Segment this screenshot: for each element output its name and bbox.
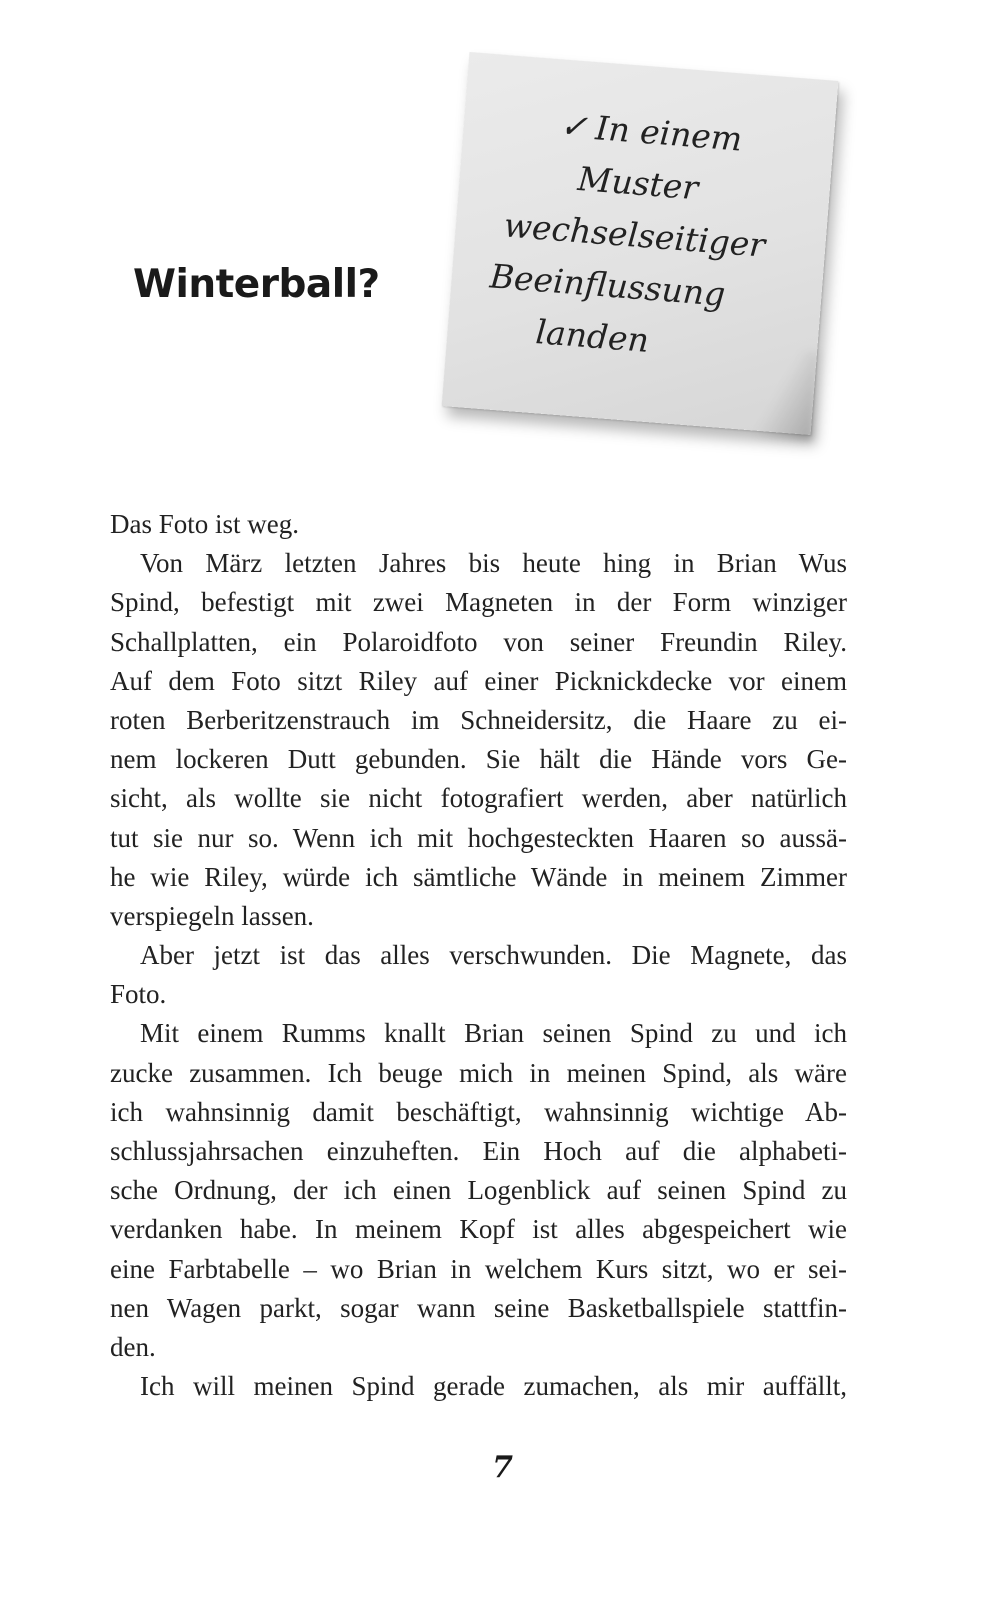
text-line: roten Berberitzenstrauch im Schneidersitz, die Haare zu ei- — [110, 704, 847, 735]
text-line: verspiegeln lassen. — [110, 900, 314, 931]
text-line: eine Farbtabelle – wo Brian in welchem Kurs sitzt, wo er sei- — [110, 1253, 847, 1284]
sticky-note-line: Beeinflussung — [488, 256, 727, 314]
text-line: ich wahnsinnig damit beschäftigt, wahnsinnig wichtige Ab- — [110, 1096, 847, 1127]
text-line: tut sie nur so. Wenn ich mit hochgesteckten Haaren so aussä- — [110, 822, 847, 853]
text-line: Aber jetzt ist das alles verschwunden. Die Magnete, das — [140, 940, 847, 971]
sticky-note-text — [446, 92, 835, 380]
text-line: verdanken habe. In meinem Kopf ist alles abgespeichert wie — [110, 1214, 847, 1245]
checkmark-icon: ✓ — [558, 105, 590, 147]
sticky-note-line: landen — [534, 312, 651, 360]
body-text — [110, 505, 847, 1406]
text-line: Spind, befestigt mit zwei Magneten in der Form winziger — [110, 587, 847, 618]
text-line: nen Wagen parkt, sogar wann seine Basketballspiele stattfin- — [110, 1292, 847, 1323]
text-line: Das Foto ist weg. — [110, 509, 299, 539]
text-line: Schallplatten, ein Polaroidfoto von seiner Freundin Riley. — [110, 626, 847, 657]
sticky-note-line: ✓ In einem — [558, 105, 744, 159]
sticky-note-line: wechselseitiger — [502, 205, 767, 265]
text-line: sche Ordnung, der ich einen Logenblick auf seinen Spind zu — [110, 1175, 847, 1206]
sticky-note — [442, 52, 839, 435]
text-line: schlussjahrsachen einzuheften. Ein Hoch auf die alphabeti- — [110, 1136, 847, 1166]
text-line: Mit einem Rumms knallt Brian seinen Spind zu und ich — [140, 1018, 847, 1049]
text-line: nem lockeren Dutt gebunden. Sie hält die Hände vors Ge- — [110, 744, 847, 775]
text-line: Foto. — [110, 979, 167, 1010]
sticky-note-line: Muster — [576, 158, 700, 208]
text-line: zucke zusammen. Ich beuge mich in meinen Spind, als wäre — [110, 1057, 847, 1088]
page-number: 7 — [492, 1450, 513, 1485]
text-line: Von März letzten Jahres bis heute hing in Brian Wus — [140, 548, 847, 579]
text-line: Auf dem Foto sitzt Riley auf einer Picknickdecke vor einem — [110, 665, 847, 696]
text-line: he wie Riley, würde ich sämtliche Wände in meinem Zimmer — [110, 861, 847, 892]
text-line: sicht, als wollte sie nicht fotografiert werden, aber natürlich — [110, 783, 847, 814]
text-line: Ich will meinen Spind gerade zumachen, als mir auffällt, — [140, 1371, 847, 1402]
chapter-title: Winterball? — [133, 262, 380, 307]
text-line: den. — [110, 1331, 156, 1362]
